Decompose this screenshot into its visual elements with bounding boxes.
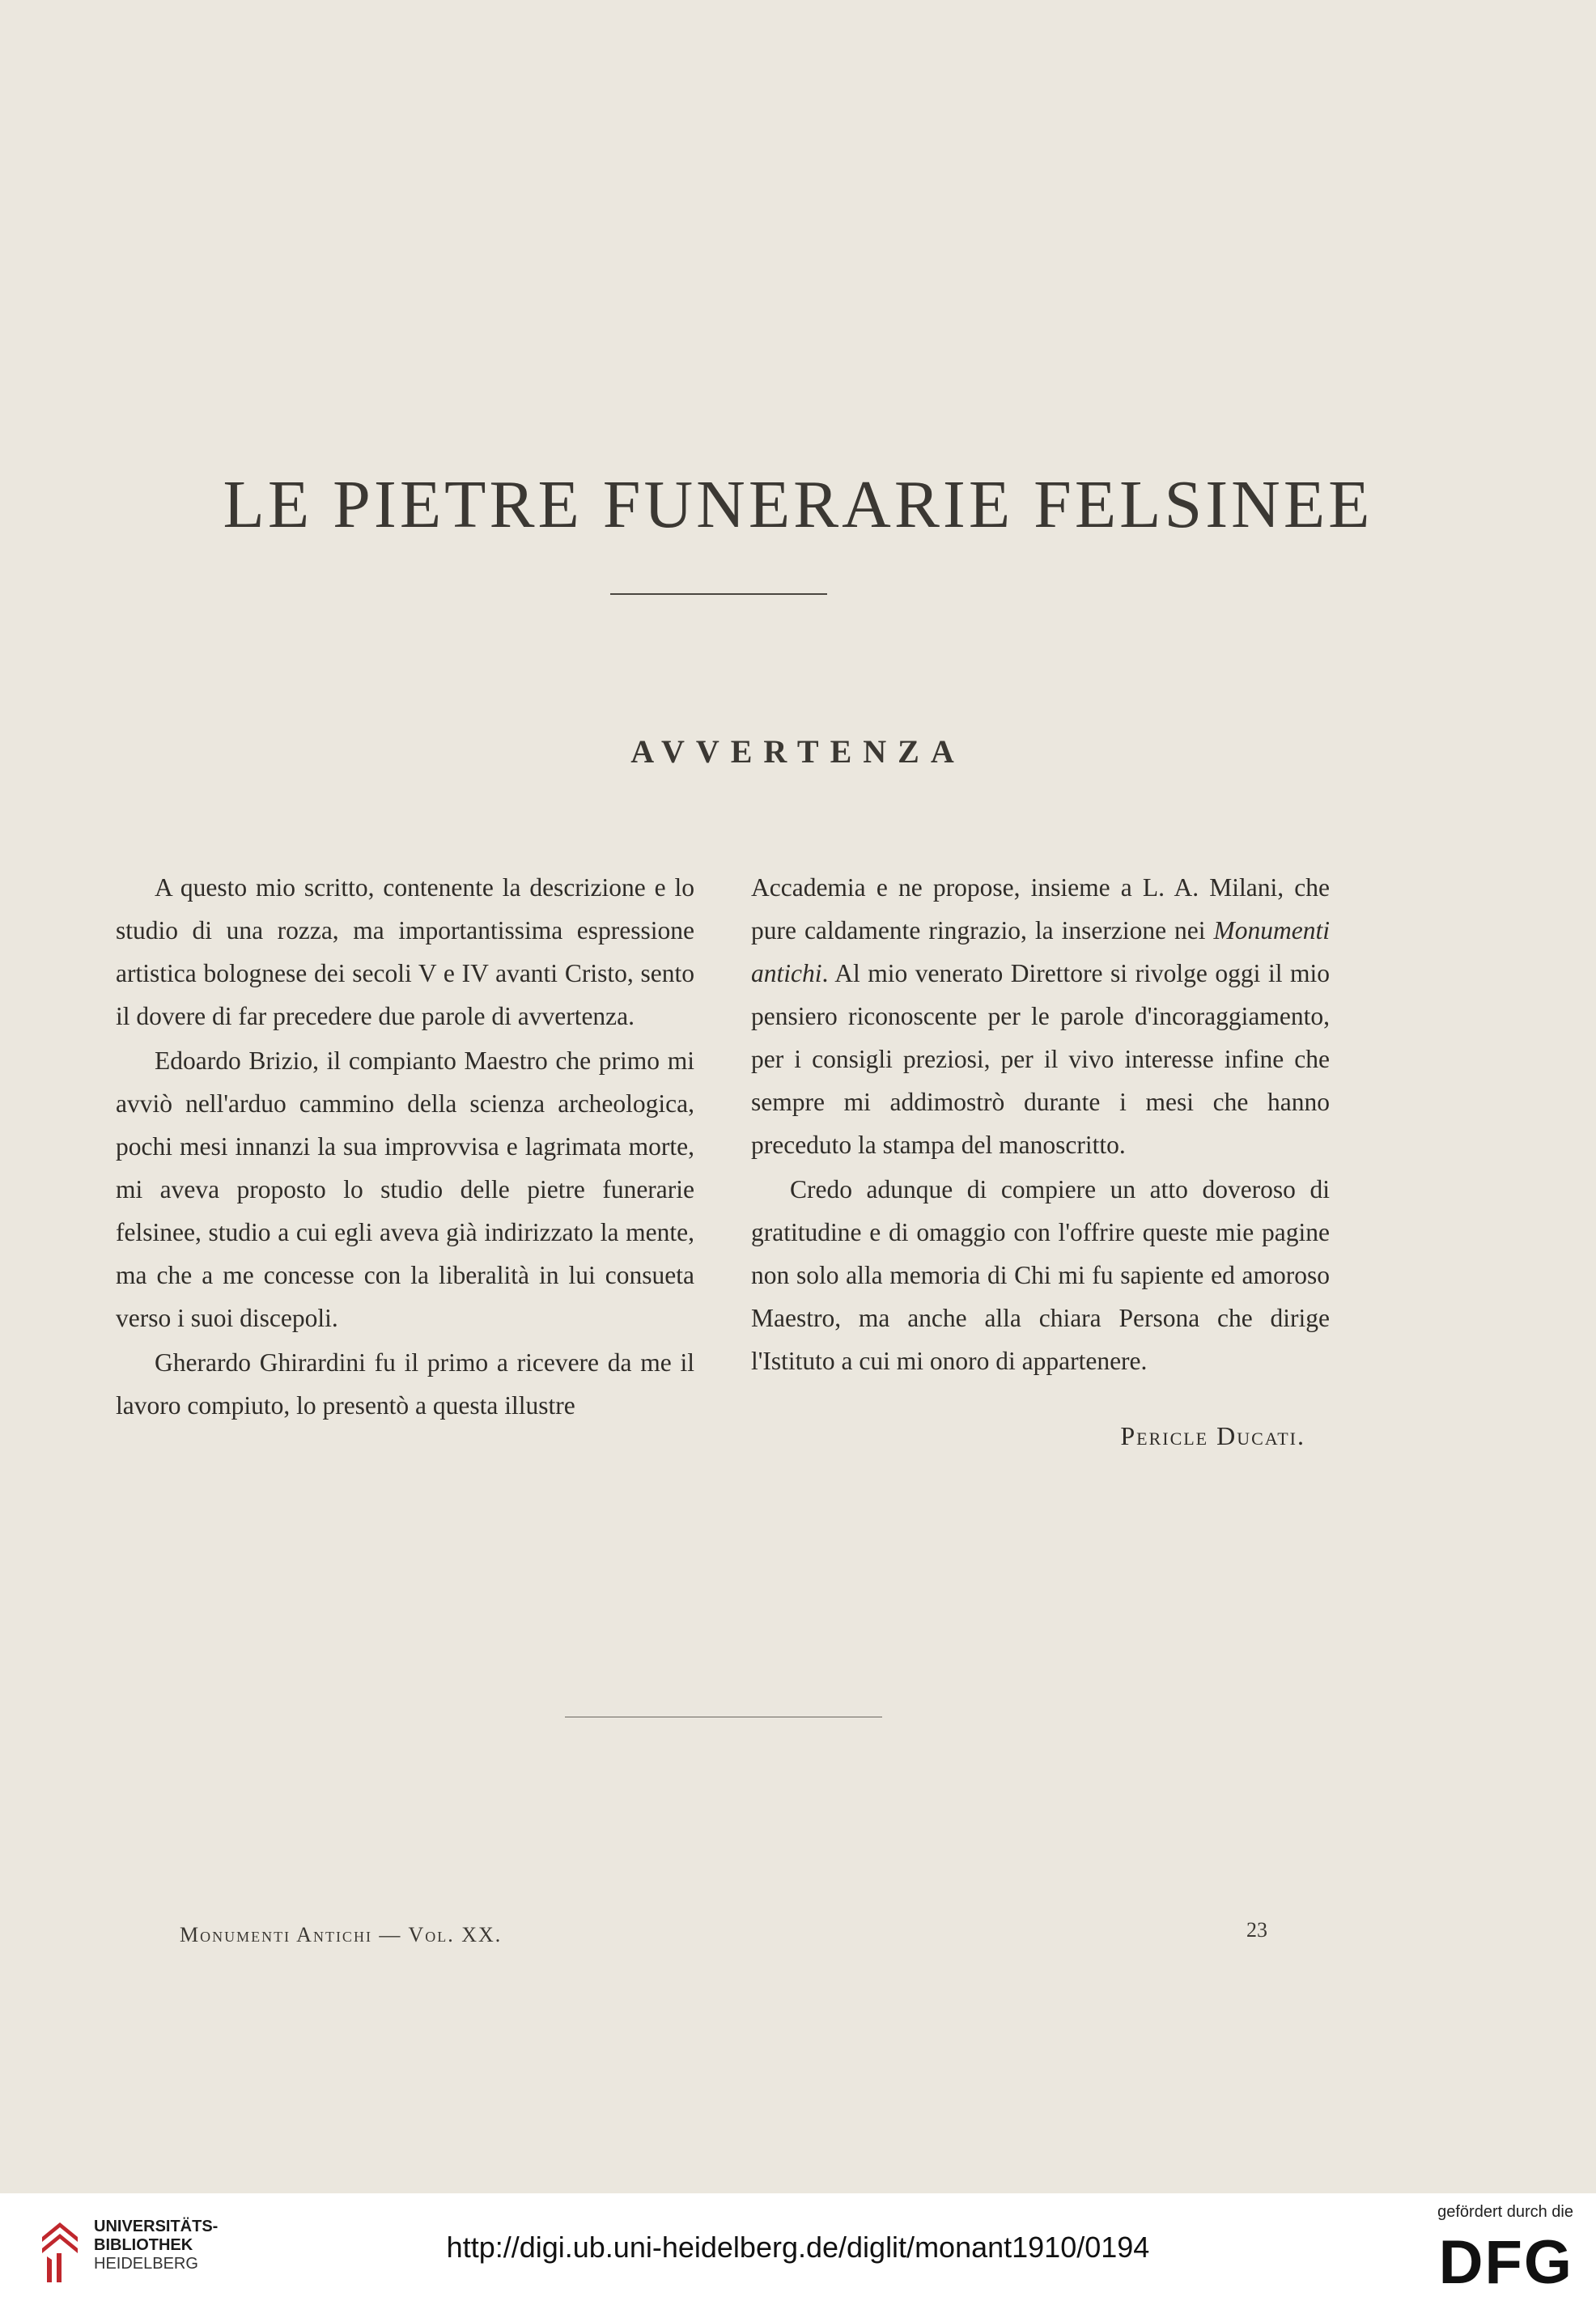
paragraph-text: . Al mio venerato Direttore si rivolge oggi il mio pensiero riconoscente per le parole d'incoraggiamento, per i consigli preziosi, per il vivo interesse infine che sempre mi addimostrò durante i mesi che hanno preceduto la stampa del manoscritto.: [751, 959, 1330, 1159]
author-signature: Pericle Ducati.: [1120, 1421, 1305, 1450]
paragraph: Gherardo Ghirardini fu il primo a ricevere da me il lavoro compiuto, lo presentò a questa illustre: [116, 1348, 694, 1420]
funding-label: gefördert durch die: [1437, 2203, 1573, 2221]
digitization-banner: [0, 2193, 1596, 2305]
running-footer-title: Monumenti Antichi — Vol. XX.: [180, 1923, 503, 1946]
dfg-logo: DFG: [1438, 2228, 1573, 2297]
library-name-line: UNIVERSITÄTS-: [94, 2218, 219, 2235]
page-number: 23: [1246, 1918, 1267, 1942]
left-text-column: [116, 866, 694, 1427]
permalink-url[interactable]: http://digi.ub.uni-heidelberg.de/diglit/monant1910/0194: [446, 2231, 1150, 2264]
title-divider: [610, 593, 827, 595]
paragraph-text: Accademia e ne propose, insieme a L. A. Milani, che pure caldamente ringrazio, la inserzione nei: [751, 873, 1330, 944]
library-name-line: HEIDELBERG: [94, 2255, 198, 2273]
library-name-line: BIBLIOTHEK: [94, 2236, 193, 2254]
paragraph: [751, 866, 1330, 1166]
paragraph: A questo mio scritto, contenente la descrizione e lo studio di una rozza, ma importantissima espressione artistica bolognese dei secoli V e IV avanti Cristo, sento il dovere di far precedere due parole di avvertenza.: [116, 873, 694, 1030]
section-heading: AVVERTENZA: [630, 733, 966, 770]
italic-publication-title: Monumenti antichi: [751, 916, 1330, 987]
paragraph: Edoardo Brizio, il compianto Maestro che primo mi avviò nell'arduo cammino della scienza archeologica, pochi mesi innanzi la sua improvvisa e lagrimata morte, mi aveva proposto lo studio delle pietre funerarie felsinee, studio a cui egli aveva già indirizzato la mente, ma che a me concesse con la liberalità in lui consueta verso i suoi discepoli.: [116, 1046, 694, 1332]
right-text-column: [751, 866, 1330, 1458]
paragraph: Credo adunque di compiere un atto doveroso di gratitudine e di omaggio con l'offrire queste mie pagine non solo alla memoria di Chi mi fu sapiente ed amoroso Maestro, ma anche alla chiara Persona che dirige l'Istituto a cui mi onoro di appartenere.: [751, 1175, 1330, 1375]
page-title: LE PIETRE FUNERARIE FELSINEE: [223, 467, 1373, 542]
